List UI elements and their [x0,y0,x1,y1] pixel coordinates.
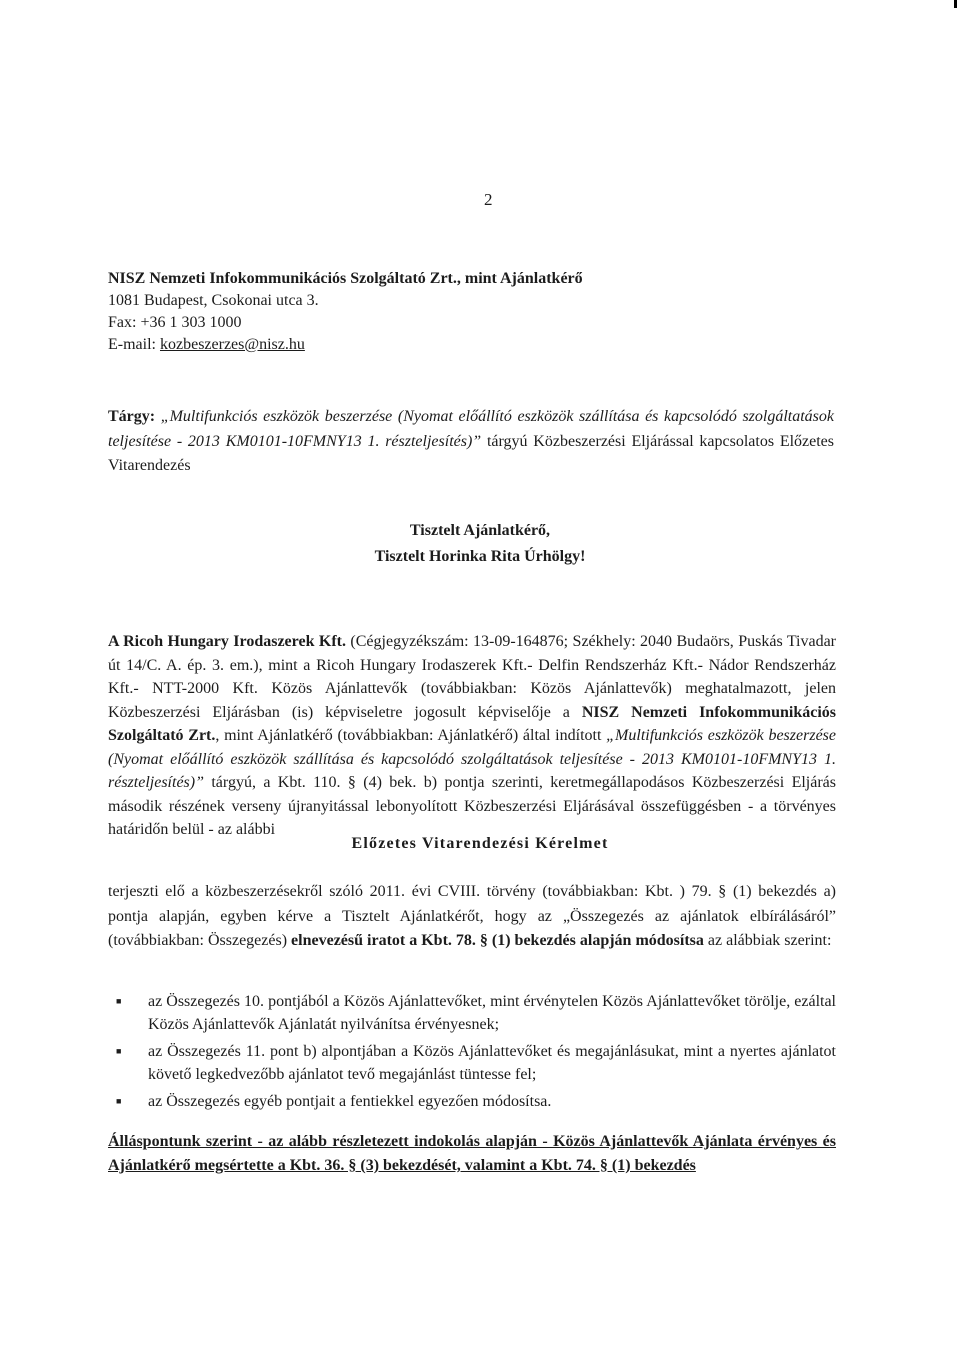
list-item [108,1040,836,1086]
main-paragraph [108,630,836,842]
addressee-fax: Fax: +36 1 303 1000 [108,314,242,331]
procedure-title: „Multifunkciós eszközök beszerzése (Nyomat előállító eszközök szállítása és kapcsolódó szolgáltatások teljesítése - 2013 KM0101-10FMNY13 1. részteljesítés)” [108,727,836,791]
request-bullet-list [108,990,836,1117]
greeting-line-1: Tisztelt Ajánlatkérő, [409,522,551,539]
email-label: E-mail: [108,336,160,353]
greeting-line-2: Tisztelt Horinka Rita Úrhölgy! [374,548,586,565]
addressee-street: 1081 Budapest, Csokonai utca 3. [108,292,319,309]
bullet-icon: ■ [116,1046,122,1056]
addressee-block [108,268,583,356]
page-number: 2 [484,190,493,209]
company-name: A Ricoh Hungary Irodaszerek Kft. [108,633,346,650]
bullet-icon: ■ [116,996,122,1006]
request-text-2: az alábbiak szerint: [703,932,832,949]
main-text-1: (Cégjegyzékszám: 13-09-164876; Székhely: 2040 Budaörs, Puskás Tivadar út 14/C. A. ép. 3. em.), mint a Ricoh Hungary Irodaszerek Kft.- Delfin Rendszerház Kft.- Nádor Rendszerház Kft.- NTT-2000 Kft. Közös Ajánlattevők (továbbiakban: Közös Ajánlattevők) meghatalmazott, jelen Közbeszerzési Eljárásban (is) képviseletre jogosult képviselője a [108,633,837,721]
bullet-icon: ■ [116,1096,122,1106]
contracting-authority-name: NISZ Nemzeti Infokommunikációs Szolgáltató Zrt. [108,703,836,744]
request-text-1: terjeszti elő a közbeszerzésekről szóló 2011. évi CVIII. törvény (továbbiakban: Kbt. ) 79. § (1) bekezdés a) pontja alapján, egyben kérve a Tisztelt Ajánlatkérőt, hogy az „Összegezés az ajánlatok elbírálásáról” (továbbiakban: Összegezés) [108,883,836,949]
list-item [108,990,836,1036]
request-text-bold: elnevezésű iratot a Kbt. 78. § (1) bekezdés alapján módosítsa [291,932,704,949]
subject-rest: tárgyú Közbeszerzési Eljárással kapcsolatos Előzetes Vitarendezés [108,432,835,474]
request-paragraph [108,880,836,954]
corner-mark [954,0,957,8]
subject-label: Tárgy: [108,408,156,425]
list-item-text: az Összegezés egyéb pontjait a fentiekkel egyezően módosítsa. [148,1093,552,1110]
list-item [108,1090,836,1113]
main-text-2: , mint Ajánlatkérő (továbbiakban: Ajánlatkérő) által indított [215,727,607,744]
subject-paragraph [108,405,834,479]
final-paragraph: Álláspontunk szerint - az alább részletezett indokolás alapján - Közös Ajánlattevők Ajánlata érvényes és Ajánlatkérő megsértette a Kbt. 36. § (3) bekezdését, valamint a Kbt. 74. § (1) bekezdés [108,1133,836,1174]
email-link[interactable]: kozbeszerzes@nisz.hu [159,336,305,353]
section-heading: Előzetes Vitarendezési Kérelmet [351,835,609,852]
list-item-text: az Összegezés 11. pont b) alpontjában a Közös Ajánlattevőket és megajánlásukat, mint a nyertes ajánlatot követő legkedvezőbb ajánlatot tevő megajánlást tüntesse fel; [148,1043,836,1083]
addressee-name: NISZ Nemzeti Infokommunikációs Szolgáltató Zrt., mint Ajánlatkérő [108,270,583,287]
addressee-email-line [108,334,583,356]
subject-title: „Multifunkciós eszközök beszerzése (Nyomat előállító eszközök szállítása és kapcsolódó szolgáltatások teljesítése - 2013 KM0101-10FMNY13 1. részteljesítés)” [108,408,835,450]
list-item-text: az Összegezés 10. pontjából a Közös Ajánlattevőket, mint érvénytelen Közös Ajánlattevőket törölje, ezáltal Közös Ajánlattevők Ajánlatát nyilvánítsa érvényesnek; [148,993,836,1033]
main-text-3: tárgyú, a Kbt. 110. § (4) bek. b) pontja szerinti, keretmegállapodásos Közbeszerzési Eljárás második részének verseny újranyitással lebonyolított Közbeszerzési Eljárásával összefüggésben - a törvényes határidőn belül - az alábbi [108,774,836,838]
greeting-block [0,518,960,570]
